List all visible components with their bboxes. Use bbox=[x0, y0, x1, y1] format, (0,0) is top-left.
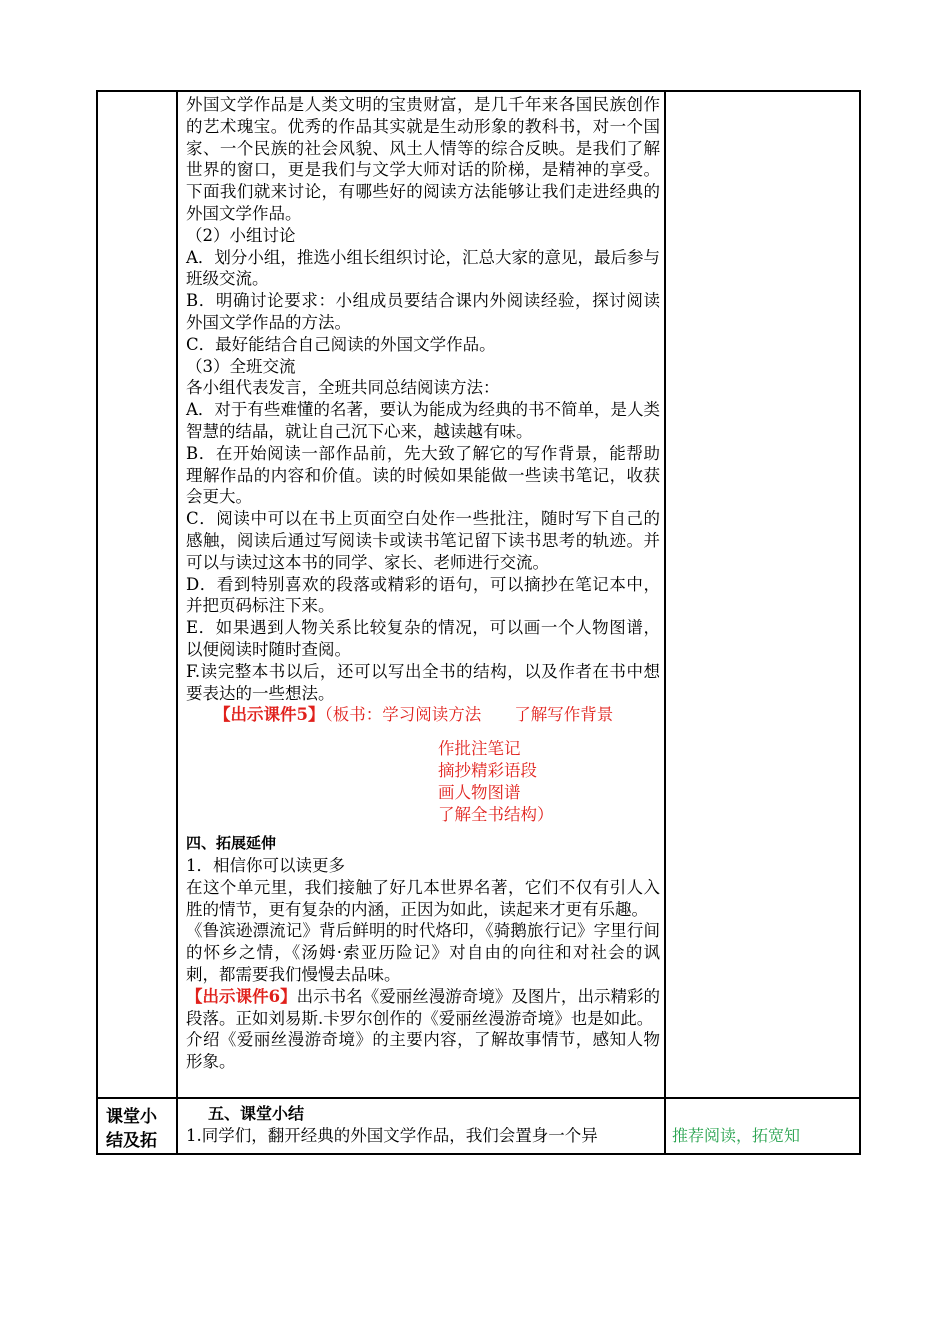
summary-notes-cell bbox=[665, 1098, 860, 1154]
extend-p4: 介绍《爱丽丝漫游奇境》的主要内容，了解故事情节，感知人物形象。 bbox=[186, 1030, 660, 1072]
extend-heading: 四、拓展延伸 bbox=[186, 834, 277, 853]
class-item-a: A．对于有些难懂的名著，要认为能成为经典的书不简单，是人类智慧的结晶，就让自己沉下心来，越读越有味。 bbox=[186, 400, 660, 441]
summary-note: 推荐阅读，拓宽知 bbox=[672, 1126, 801, 1146]
content-cell bbox=[177, 91, 665, 1098]
table-row bbox=[97, 91, 860, 1098]
board-line-1: 作批注笔记 bbox=[438, 739, 521, 759]
class-lead: 各小组代表发言，全班共同总结阅读方法： bbox=[186, 378, 500, 398]
class-item-b: B．在开始阅读一部作品前，先大致了解它的写作背景，能帮助理解作品的内容和价值。读的时候如果能做一些读书笔记，收获会更大。 bbox=[186, 443, 660, 507]
class-item-f: F.读完整本书以后，还可以写出全书的结构，以及作者在书中想要表达的一些想法。 bbox=[186, 661, 660, 703]
board-line-3: 画人物图谱 bbox=[438, 782, 521, 802]
class-item-d: D．看到特别喜欢的段落或精彩的语句，可以摘抄在笔记本中，并把页码标注下来。 bbox=[186, 574, 660, 616]
summary-label-cell bbox=[97, 1098, 177, 1154]
board-line bbox=[186, 704, 660, 726]
extend-p1: 在这个单元里，我们接触了好几本世界名著，它们不仅有引人入胜的情节，更有复杂的内涵，正因为如此，读起来才更有乐趣。 bbox=[186, 877, 660, 919]
board-line-4: 了解全书结构） bbox=[438, 804, 554, 824]
group-item-a: A．划分小组，推选小组长组织讨论，汇总大家的意见，最后参与班级交流。 bbox=[186, 247, 660, 289]
extend-p3-text: 出示书名《爱丽丝漫游奇境》及图片，出示精彩的段落。正如刘易斯.卡罗尔创作的《爱丽丝漫游奇境》也是如此。 bbox=[186, 986, 661, 1028]
extend-sub: 1．相信你可以读更多 bbox=[186, 856, 345, 876]
courseware-tag-6: 【出示课件6】 bbox=[186, 986, 297, 1006]
summary-label: 课堂小结及拓 bbox=[106, 1107, 157, 1152]
group-item-c: C．最好能结合自己阅读的外国文学作品。 bbox=[186, 334, 496, 354]
summary-heading: 五、课堂小结 bbox=[208, 1104, 305, 1124]
class-item-c: C．阅读中可以在书上页面空白处作一些批注，随时写下自己的感触，阅读后通过写阅读卡或读书笔记留下读书思考的轨迹。并可以与读过这本书的同学、家长、老师进行交流。 bbox=[186, 509, 660, 572]
lesson-plan-page bbox=[96, 90, 855, 1270]
intro-paragraph: 外国文学作品是人类文明的宝贵财富，是几千年来各国民族创作的艺术瑰宝。优秀的作品其实就是生动形象的教科书，对一个国家、一个民族的社会风貌、风土人情等的综合反映。是我们了解世界的窗口，更是我们与文学大师对话的阶梯，是精神的享受。下面我们就来讨论，有哪些好的阅读方法能够让我们走进经典的外国文学作品。 bbox=[186, 95, 660, 223]
board-line-2: 摘抄精彩语段 bbox=[438, 760, 537, 780]
group-title: （2）小组讨论 bbox=[186, 225, 296, 245]
extend-p2: 《鲁滨逊漂流记》背后鲜明的时代烙印，《骑鹅旅行记》字里行间的怀乡之情，《汤姆·索亚历险记》对自由的向往和对社会的讽刺，都需要我们慢慢去品味。 bbox=[186, 921, 660, 985]
class-title: （3）全班交流 bbox=[186, 356, 296, 376]
class-item-e: E．如果遇到人物关系比较复杂的情况，可以画一个人物图谱，以便阅读时随时查阅。 bbox=[186, 618, 660, 659]
lesson-table bbox=[96, 90, 861, 1155]
summary-paragraph: 1.同学们，翻开经典的外国文学作品，我们会置身一个异 bbox=[186, 1126, 598, 1146]
table-row bbox=[97, 1098, 860, 1154]
notes-cell-empty bbox=[665, 91, 860, 1098]
board-text: （板书：学习阅读方法 了解写作背景 bbox=[324, 705, 614, 725]
group-item-b: B．明确讨论要求：小组成员要结合课内外阅读经验，探讨阅读外国文学作品的方法。 bbox=[186, 291, 660, 332]
summary-content-cell bbox=[177, 1098, 665, 1154]
courseware-tag-5: 【出示课件5】 bbox=[214, 705, 325, 725]
extend-p3 bbox=[186, 986, 660, 1030]
label-cell-empty bbox=[97, 91, 177, 1098]
